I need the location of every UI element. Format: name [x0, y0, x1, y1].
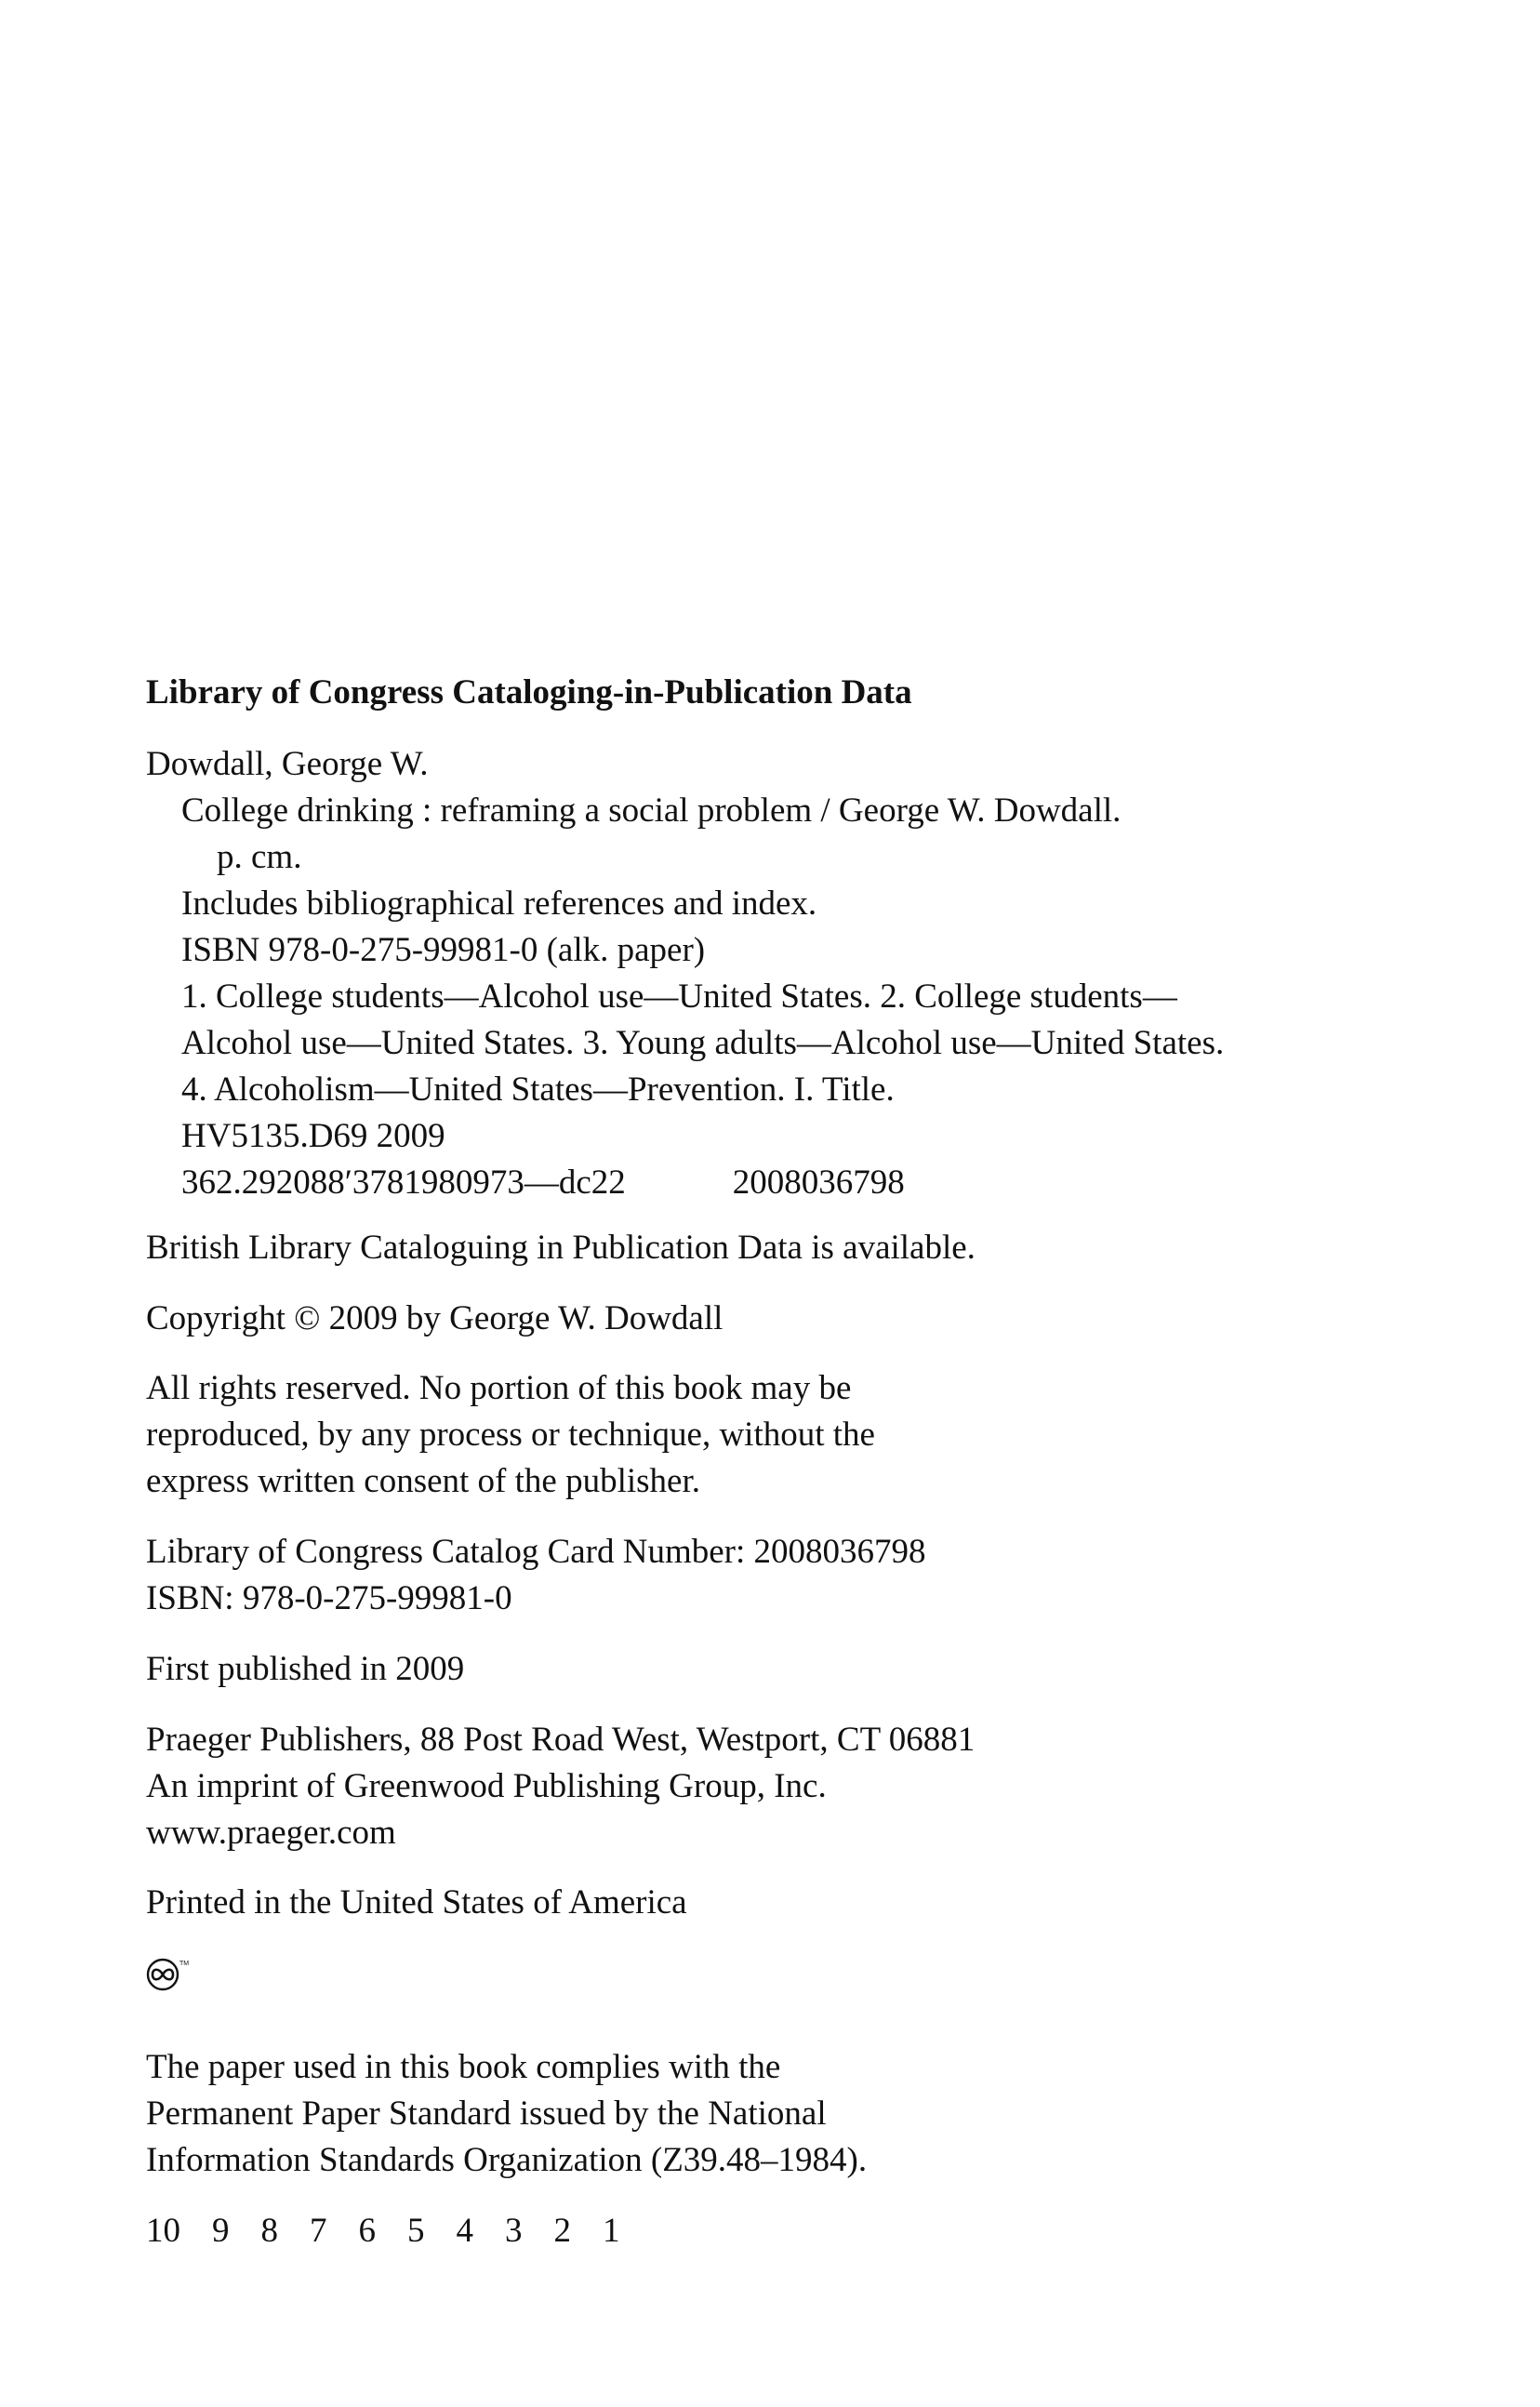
cip-dewey: 362.292088′3781980973—dc22 — [181, 1164, 626, 1202]
infinity-paper-icon — [144, 1955, 191, 1992]
print-number: 4 — [456, 2212, 473, 2250]
first-published — [146, 1646, 464, 1693]
cip-lc-class: HV5135.D69 2009 — [181, 1117, 445, 1155]
paper-notice-line: Information Standards Organization (Z39.48–1984). — [146, 2141, 868, 2179]
cip-lccn: 2008036798 — [732, 1164, 905, 1202]
print-number: 7 — [310, 2212, 327, 2250]
rights-line: reproduced, by any process or technique, without the — [146, 1416, 875, 1454]
paper-notice-line: Permanent Paper Standard issued by the National — [146, 2094, 827, 2133]
cip-subject-line: 4. Alcoholism—United States—Prevention. I. Title. — [181, 1071, 895, 1109]
cip-block — [146, 670, 912, 716]
catalog-card-number: Library of Congress Catalog Card Number: 2008036798 — [146, 1533, 926, 1571]
cip-record — [146, 741, 1224, 1206]
paper-notice — [146, 2044, 867, 2184]
cip-heading: Library of Congress Cataloging-in-Publication Data — [146, 673, 912, 711]
publisher-website: www.praeger.com — [146, 1814, 396, 1852]
rights-line: express written consent of the publisher. — [146, 1462, 700, 1500]
cip-subject-line: 1. College students—Alcohol use—United States. 2. College students— — [181, 977, 1177, 1016]
printed-in — [146, 1880, 687, 1926]
rights-notice — [146, 1365, 875, 1505]
british-library-note — [146, 1225, 976, 1271]
print-number: 5 — [407, 2212, 425, 2250]
catalog-isbn: ISBN: 978-0-275-99981-0 — [146, 1579, 512, 1617]
catalog-card-info — [146, 1529, 926, 1622]
print-line — [146, 2208, 652, 2254]
cip-subject-line: Alcohol use—United States. 3. Young adults—Alcohol use—United States. — [181, 1024, 1225, 1062]
copyright-notice — [146, 1296, 723, 1342]
publisher-info — [146, 1717, 975, 1856]
cip-title: College drinking : reframing a social problem / George W. Dowdall. — [181, 791, 1122, 830]
rights-line: All rights reserved. No portion of this book may be — [146, 1369, 852, 1407]
cip-author: Dowdall, George W. — [146, 745, 429, 783]
cip-isbn: ISBN 978-0-275-99981-0 (alk. paper) — [181, 931, 706, 969]
first-published-text: First published in 2009 — [146, 1650, 465, 1688]
cip-pages: p. cm. — [217, 838, 302, 876]
publisher-address: Praeger Publishers, 88 Post Road West, Westport, CT 06881 — [146, 1721, 976, 1759]
print-number: 10 — [146, 2212, 180, 2250]
trademark-mark: TM — [179, 1961, 190, 1967]
print-number: 3 — [505, 2212, 523, 2250]
print-number: 9 — [212, 2212, 230, 2250]
cip-call-row — [146, 1160, 1224, 1206]
print-number: 2 — [553, 2212, 571, 2250]
copyright-text: Copyright © 2009 by George W. Dowdall — [146, 1299, 724, 1337]
publisher-imprint: An imprint of Greenwood Publishing Group, Inc. — [146, 1767, 827, 1805]
cip-notes: Includes bibliographical references and index. — [181, 884, 817, 923]
print-number: 1 — [603, 2212, 620, 2250]
british-library-text: British Library Cataloguing in Publication Data is available. — [146, 1229, 976, 1267]
printed-in-text: Printed in the United States of America — [146, 1883, 687, 1922]
print-number: 8 — [260, 2212, 278, 2250]
print-number: 6 — [358, 2212, 376, 2250]
paper-notice-line: The paper used in this book complies with the — [146, 2048, 781, 2086]
